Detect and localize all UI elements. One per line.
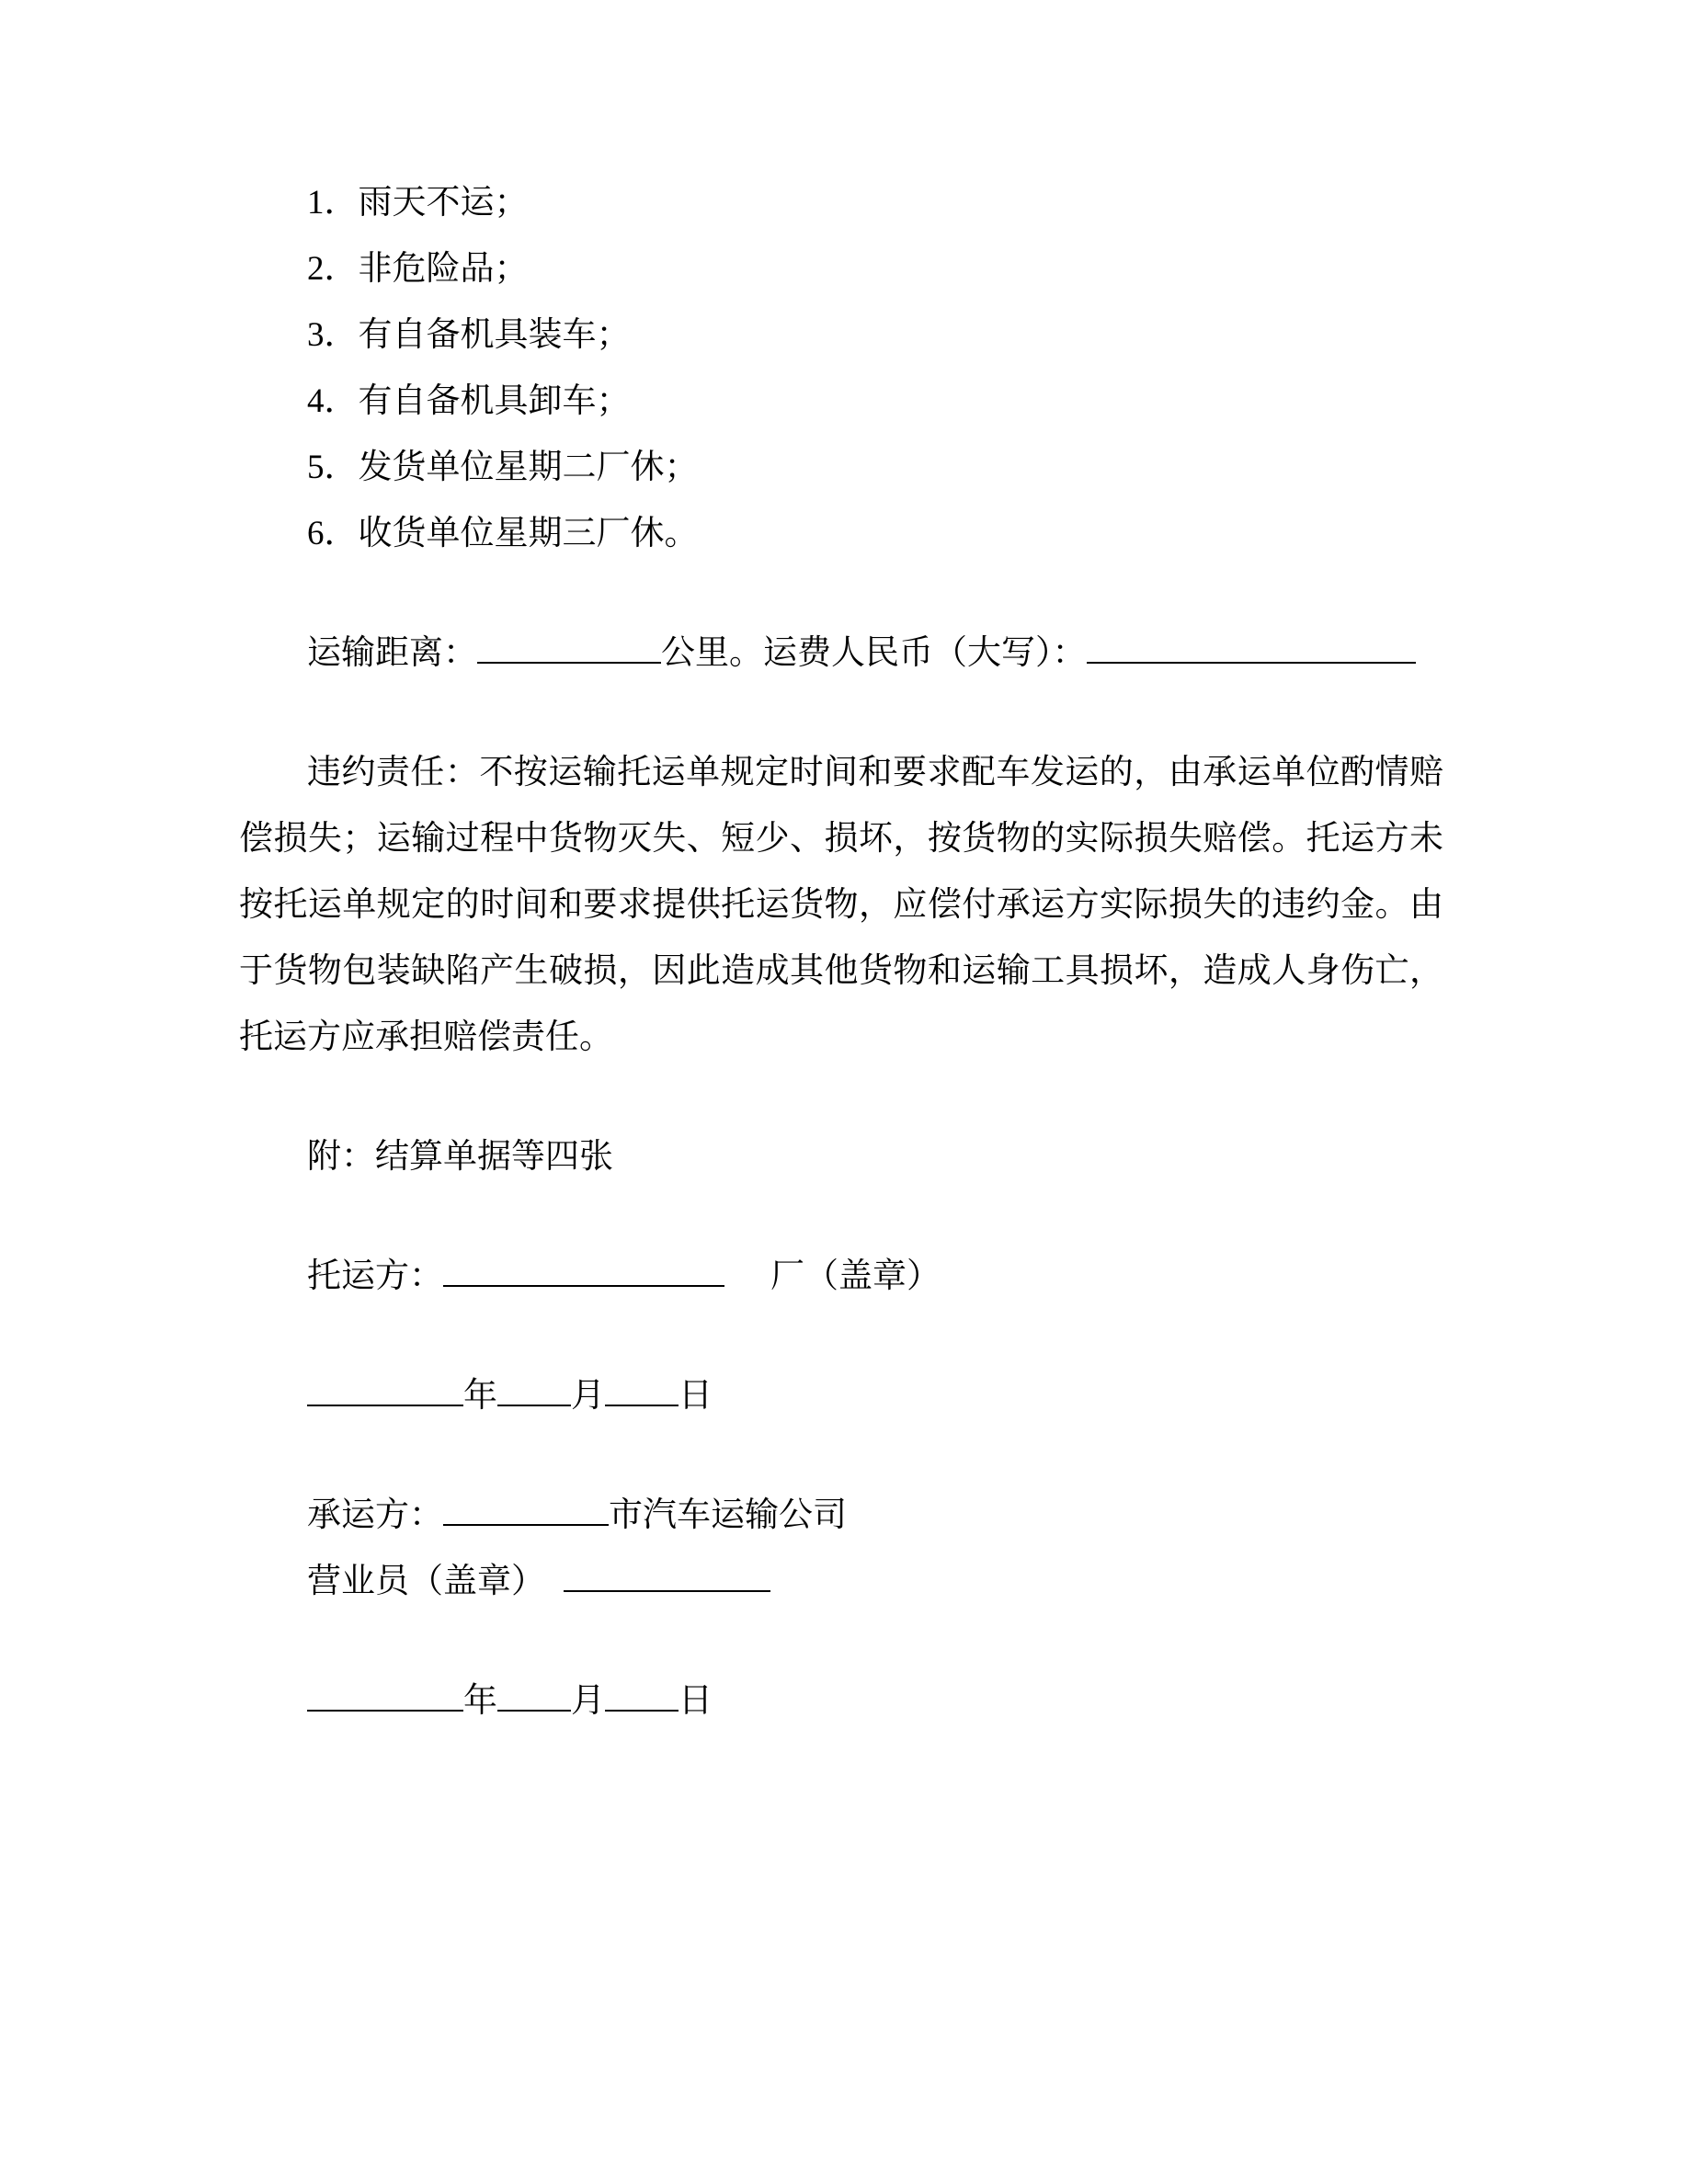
condition-item-2: 2．非危险品；	[307, 250, 529, 288]
carrier-year-blank-line	[307, 1702, 463, 1712]
shipper-day-blank-line	[605, 1397, 679, 1406]
carrier-day-label: 日	[679, 1682, 713, 1720]
condition-item-5: 5．发货单位星期二厂休；	[307, 449, 699, 486]
shipper-year-blank-line	[307, 1397, 463, 1406]
condition-item-1: 1．雨天不运；	[307, 184, 529, 222]
shipper-line	[239, 1244, 1443, 1310]
freight-amount-blank-line	[1087, 654, 1416, 664]
liability-paragraph: 违约责任：不按运输托运单规定时间和要求配车发运的，由承运单位酌情赔偿损失；运输过程中货物灭失、短少、损坏，按货物的实际损失赔偿。托运方未按托运单规定的时间和要求提供托运货物，应偿付承运方实际损失的违约金。由于货物包装缺陷产生破损，因此造成其他货物和运输工具损坏，造成人身伤亡，托运方应承担赔偿责任。	[239, 754, 1443, 1056]
carrier-line	[239, 1483, 1443, 1549]
condition-item-3: 3．有自备机具装车；	[307, 316, 631, 354]
carrier-month-blank-line	[497, 1702, 571, 1712]
carrier-year-label: 年	[463, 1682, 497, 1720]
shipper-year-label: 年	[463, 1377, 497, 1415]
shipper-seal-suffix: 厂（盖章）	[770, 1257, 941, 1295]
carrier-label: 承运方：	[307, 1496, 443, 1534]
condition-item-6: 6．收货单位星期三厂休。	[307, 515, 699, 552]
carrier-name-blank-line	[443, 1517, 609, 1526]
distance-label: 运输距离：	[307, 634, 477, 672]
carrier-day-blank-line	[605, 1702, 679, 1712]
shipper-label: 托运方：	[307, 1257, 443, 1295]
salesperson-line	[239, 1549, 1443, 1615]
shipper-month-label: 月	[571, 1377, 605, 1415]
carrier-month-label: 月	[571, 1682, 605, 1720]
distance-freight-line	[239, 620, 1443, 687]
carrier-company-suffix: 市汽车运输公司	[609, 1496, 847, 1534]
freight-label: 公里。运费人民币（大写）：	[661, 634, 1087, 672]
shipper-date-line	[239, 1363, 1443, 1429]
attachment-note: 附：结算单据等四张	[307, 1138, 613, 1176]
shipper-month-blank-line	[497, 1397, 571, 1406]
distance-blank-line	[477, 654, 661, 664]
shipper-name-blank-line	[443, 1278, 724, 1287]
salesperson-blank-line	[564, 1583, 770, 1592]
condition-item-4: 4．有自备机具卸车；	[307, 382, 631, 420]
salesperson-label: 营业员（盖章）	[307, 1563, 545, 1600]
shipper-day-label: 日	[679, 1377, 713, 1415]
carrier-date-line	[239, 1668, 1443, 1735]
